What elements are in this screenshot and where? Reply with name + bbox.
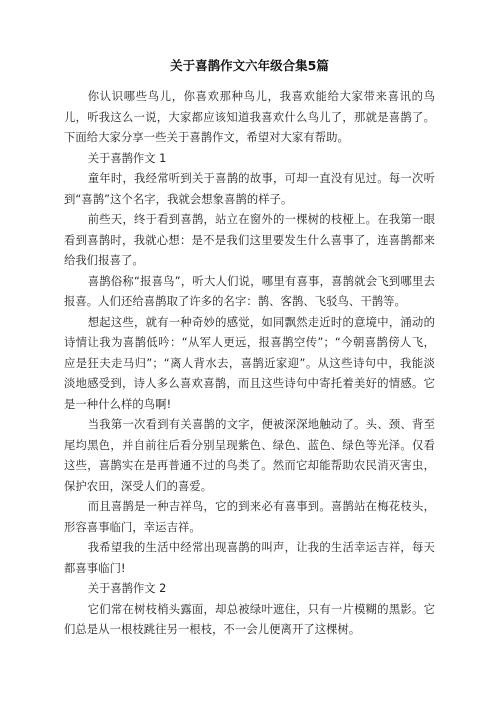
paragraph: 喜鹊俗称“报喜鸟”，听大人们说，哪里有喜事，喜鹊就会飞到哪里去报喜。人们还给喜鹊取了许多的名字：鹊、客鹊、飞驳鸟、干鹊等。	[64, 274, 435, 308]
document-body	[64, 87, 435, 641]
paragraph: 它们常在树枝梢头露面，却总被绿叶遮住，只有一片模糊的黑影。它们总是从一根枝跳往另一根枝，不一会儿便离开了这棵树。	[64, 602, 435, 636]
paragraph: 前些天，终于看到喜鹊，站立在窗外的一棵树的枝桠上。在我第一眼看到喜鹊时，我就心想：是不是我们这里要发生什么喜事了，连喜鹊都来给我们报喜了。	[64, 213, 435, 267]
paragraph: 当我第一次看到有关喜鹊的文字，便被深深地触动了。头、颈、背至尾均黑色，并自前往后看分别呈现紫色、绿色、蓝色、绿色等光泽。仅看这些，喜鹊实在是再普通不过的鸟类了。然而它却能帮助农民消灭害虫，保护农田，深受人们的喜爱。	[64, 418, 435, 493]
intro-paragraph: 你认识哪些鸟儿，你喜欢那种鸟儿，我喜欢能给大家带来喜讯的鸟儿，听我这么一说，大家都应该知道我喜欢什么鸟儿了，那就是喜鹊了。下面给大家分享一些关于喜鹊作文，希望对大家有帮助。	[64, 90, 435, 144]
document-title: 关于喜鹊作文六年级合集5篇	[170, 58, 329, 73]
paragraph: 想起这些，就有一种奇妙的感觉，如同飘然走近时的意境中，涌动的诗情让我为喜鹊低吟：“从军人更远，报喜鹊空传”；“今朝喜鹊傍人飞，应是狂夫走马归”；“离人背水去，喜鹊近家迎”。从这些诗句中，我能淡淡地感受到，诗人多么喜欢喜鹊，而且这些诗句中寄托着美好的情感。它是一种什么样的鸟啊!	[64, 315, 435, 411]
paragraph: 而且喜鹊是一种吉祥鸟，它的到来必有喜事到。喜鹊站在梅花枝头，形容喜事临门，幸运吉祥。	[64, 500, 435, 534]
paragraph: 我希望我的生活中经常出现喜鹊的叫声，让我的生活幸运吉祥，每天都喜事临门!	[64, 541, 435, 575]
paragraph: 童年时，我经常听到关于喜鹊的故事，可却一直没有见过。每一次听到“喜鹊”这个名字，我就会想象喜鹊的样子。	[64, 172, 435, 206]
section-heading: 关于喜鹊作文 1	[87, 151, 167, 165]
section-heading: 关于喜鹊作文 2	[87, 582, 167, 595]
